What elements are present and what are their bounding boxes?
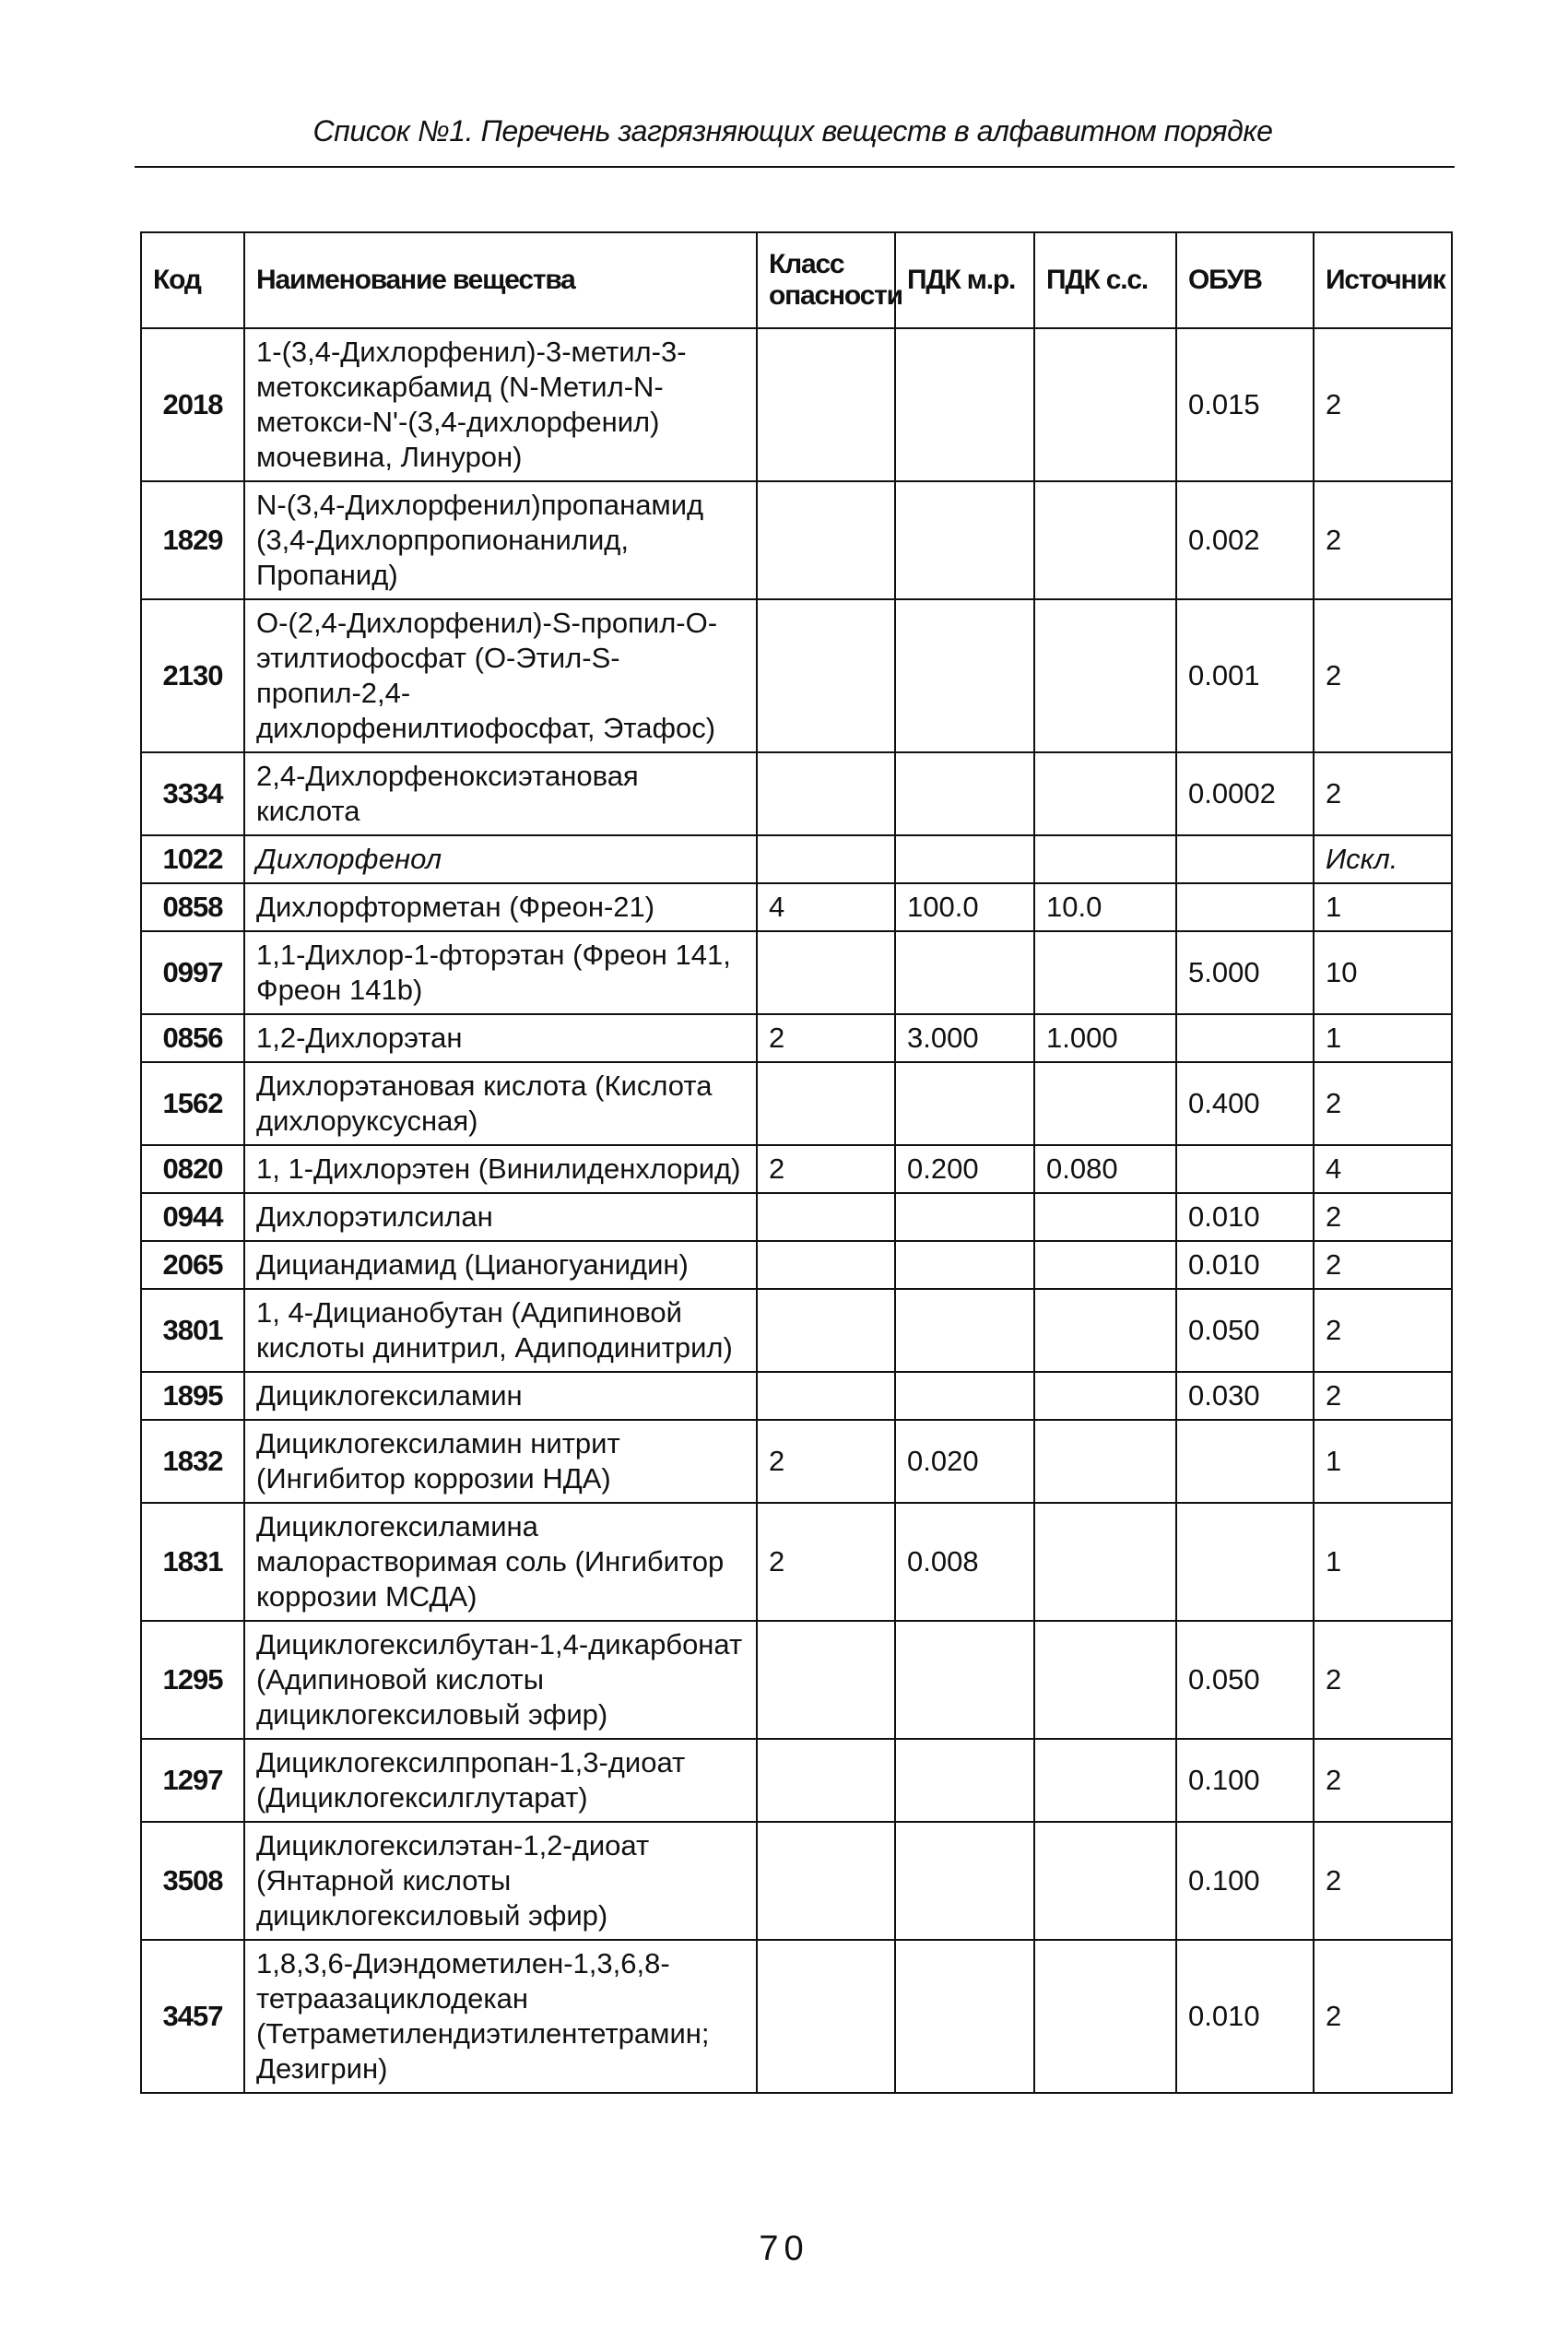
cell-pdk-mr (895, 599, 1034, 752)
cell-obuv: 0.100 (1176, 1739, 1314, 1822)
cell-hazard-class: 2 (757, 1503, 895, 1621)
cell-hazard-class (757, 1621, 895, 1739)
cell-pdk-mr (895, 1289, 1034, 1372)
table-row (141, 752, 1452, 835)
table-row (141, 931, 1452, 1014)
table-row (141, 883, 1452, 931)
cell-pdk-mr (895, 481, 1034, 599)
cell-pdk-ss: 1.000 (1034, 1014, 1176, 1062)
cell-pdk-ss (1034, 1289, 1176, 1372)
cell-pdk-mr: 0.020 (895, 1420, 1034, 1503)
cell-source: 2 (1314, 1241, 1452, 1289)
cell-pdk-ss (1034, 1372, 1176, 1420)
cell-code: 2018 (141, 328, 244, 481)
cell-pdk-ss (1034, 328, 1176, 481)
cell-source: 2 (1314, 1940, 1452, 2093)
cell-pdk-mr (895, 1241, 1034, 1289)
cell-name: Дихлорфторметан (Фреон-21) (244, 883, 757, 931)
cell-source: 2 (1314, 1822, 1452, 1940)
cell-pdk-ss (1034, 1420, 1176, 1503)
table-row (141, 1289, 1452, 1372)
table-row (141, 481, 1452, 599)
cell-source: 4 (1314, 1145, 1452, 1193)
cell-hazard-class (757, 1241, 895, 1289)
col-header-hazard: Класс опасности (757, 232, 895, 328)
cell-name: 1, 4-Дицианобутан (Адипиновой кислоты динитрил, Адиподинитрил) (244, 1289, 757, 1372)
cell-name: 1-(3,4-Дихлорфенил)-3-метил-3-метоксикарбамид (N-Метил-N-метокси-N'-(3,4-дихлорфенил) мочевина, Линурон) (244, 328, 757, 481)
cell-pdk-ss (1034, 1621, 1176, 1739)
cell-source: 2 (1314, 481, 1452, 599)
cell-hazard-class (757, 1739, 895, 1822)
page-header: Список №1. Перечень загрязняющих веществ в алфавитном порядке (312, 114, 1273, 148)
table-row (141, 1940, 1452, 2093)
cell-obuv: 5.000 (1176, 931, 1314, 1014)
cell-obuv (1176, 1014, 1314, 1062)
cell-pdk-mr (895, 1062, 1034, 1145)
table-row (141, 835, 1452, 883)
table-row (141, 328, 1452, 481)
cell-code: 1022 (141, 835, 244, 883)
cell-pdk-ss (1034, 481, 1176, 599)
cell-pdk-ss (1034, 1739, 1176, 1822)
cell-pdk-ss (1034, 1822, 1176, 1940)
table-row (141, 1241, 1452, 1289)
table-row (141, 1372, 1452, 1420)
cell-code: 1831 (141, 1503, 244, 1621)
table-row (141, 1503, 1452, 1621)
cell-hazard-class (757, 835, 895, 883)
cell-pdk-mr (895, 1739, 1034, 1822)
cell-pdk-mr (895, 752, 1034, 835)
cell-name: Дихлорфенол (244, 835, 757, 883)
cell-pdk-ss (1034, 1503, 1176, 1621)
header-rule (135, 166, 1455, 168)
cell-code: 1829 (141, 481, 244, 599)
cell-name: Дициклогексиламин (244, 1372, 757, 1420)
cell-source: 1 (1314, 883, 1452, 931)
cell-name: Дициклогексилпропан-1,3-диоат (Дициклогексилглутарат) (244, 1739, 757, 1822)
table-row (141, 1145, 1452, 1193)
cell-name: 2,4-Дихлорфеноксиэтановая кислота (244, 752, 757, 835)
cell-obuv (1176, 835, 1314, 883)
col-header-pdk-mr: ПДК м.р. (895, 232, 1034, 328)
cell-obuv: 0.100 (1176, 1822, 1314, 1940)
cell-obuv: 0.001 (1176, 599, 1314, 752)
cell-source: 1 (1314, 1503, 1452, 1621)
cell-pdk-ss (1034, 1241, 1176, 1289)
substances-table (140, 231, 1453, 2094)
cell-obuv: 0.002 (1176, 481, 1314, 599)
col-header-pdk-ss: ПДК с.с. (1034, 232, 1176, 328)
cell-hazard-class (757, 752, 895, 835)
cell-source: 2 (1314, 1739, 1452, 1822)
cell-obuv (1176, 883, 1314, 931)
cell-name: Дициклогексиламина малорастворимая соль (Ингибитор коррозии МСДА) (244, 1503, 757, 1621)
cell-hazard-class: 2 (757, 1145, 895, 1193)
cell-name: Дихлорэтановая кислота (Кислота дихлоруксусная) (244, 1062, 757, 1145)
table-row (141, 1621, 1452, 1739)
cell-code: 2130 (141, 599, 244, 752)
cell-pdk-mr (895, 1822, 1034, 1940)
cell-obuv: 0.0002 (1176, 752, 1314, 835)
cell-name: Дихлорэтилсилан (244, 1193, 757, 1241)
cell-source: 2 (1314, 752, 1452, 835)
cell-pdk-ss: 0.080 (1034, 1145, 1176, 1193)
cell-obuv: 0.050 (1176, 1289, 1314, 1372)
cell-pdk-mr (895, 835, 1034, 883)
cell-hazard-class (757, 481, 895, 599)
cell-obuv: 0.400 (1176, 1062, 1314, 1145)
cell-pdk-ss (1034, 599, 1176, 752)
cell-obuv (1176, 1420, 1314, 1503)
cell-hazard-class (757, 1822, 895, 1940)
cell-obuv (1176, 1503, 1314, 1621)
cell-code: 1562 (141, 1062, 244, 1145)
cell-code: 1895 (141, 1372, 244, 1420)
cell-obuv: 0.050 (1176, 1621, 1314, 1739)
cell-name: 1,8,3,6-Диэндометилен-1,3,6,8-тетраазациклодекан (Тетраметилендиэтилентетрамин; Дезигрин) (244, 1940, 757, 2093)
table-row (141, 1014, 1452, 1062)
cell-source: 1 (1314, 1420, 1452, 1503)
cell-pdk-ss (1034, 752, 1176, 835)
cell-name: Дициклогексилбутан-1,4-дикарбонат (Адипиновой кислоты дициклогексиловый эфир) (244, 1621, 757, 1739)
cell-pdk-mr (895, 328, 1034, 481)
cell-hazard-class (757, 1289, 895, 1372)
cell-code: 1297 (141, 1739, 244, 1822)
cell-hazard-class (757, 328, 895, 481)
table-row (141, 1193, 1452, 1241)
cell-code: 0997 (141, 931, 244, 1014)
cell-obuv (1176, 1145, 1314, 1193)
cell-pdk-ss (1034, 835, 1176, 883)
cell-code: 3508 (141, 1822, 244, 1940)
cell-hazard-class: 2 (757, 1420, 895, 1503)
cell-code: 3334 (141, 752, 244, 835)
table-row (141, 1822, 1452, 1940)
cell-code: 1295 (141, 1621, 244, 1739)
col-header-obuv: ОБУВ (1176, 232, 1314, 328)
cell-name: O-(2,4-Дихлорфенил)-S-пропил-O-этилтиофосфат (O-Этил-S-пропил-2,4-дихлорфенилтиофосфат, Этафос) (244, 599, 757, 752)
cell-name: Дициандиамид (Цианогуанидин) (244, 1241, 757, 1289)
cell-pdk-mr (895, 1940, 1034, 2093)
cell-pdk-mr: 0.008 (895, 1503, 1034, 1621)
cell-source: 2 (1314, 1289, 1452, 1372)
cell-source: 10 (1314, 931, 1452, 1014)
cell-code: 0944 (141, 1193, 244, 1241)
cell-source: 2 (1314, 1621, 1452, 1739)
cell-pdk-mr (895, 1193, 1034, 1241)
cell-code: 0856 (141, 1014, 244, 1062)
table-row (141, 1420, 1452, 1503)
cell-source: Искл. (1314, 835, 1452, 883)
col-header-source: Источник (1314, 232, 1452, 328)
cell-pdk-ss (1034, 1062, 1176, 1145)
cell-name: N-(3,4-Дихлорфенил)пропанамид (3,4-Дихлорпропионанилид, Пропанид) (244, 481, 757, 599)
cell-source: 2 (1314, 1062, 1452, 1145)
cell-pdk-mr: 3.000 (895, 1014, 1034, 1062)
cell-hazard-class (757, 1062, 895, 1145)
cell-pdk-mr (895, 931, 1034, 1014)
cell-source: 1 (1314, 1014, 1452, 1062)
cell-obuv: 0.015 (1176, 328, 1314, 481)
cell-obuv: 0.030 (1176, 1372, 1314, 1420)
cell-name: Дициклогексилэтан-1,2-диоат (Янтарной кислоты дициклогексиловый эфир) (244, 1822, 757, 1940)
cell-hazard-class: 2 (757, 1014, 895, 1062)
cell-pdk-mr: 100.0 (895, 883, 1034, 931)
cell-source: 2 (1314, 1372, 1452, 1420)
cell-code: 2065 (141, 1241, 244, 1289)
cell-code: 1832 (141, 1420, 244, 1503)
table-row (141, 1062, 1452, 1145)
cell-obuv: 0.010 (1176, 1940, 1314, 2093)
cell-hazard-class (757, 931, 895, 1014)
cell-pdk-ss (1034, 931, 1176, 1014)
cell-pdk-ss (1034, 1193, 1176, 1241)
cell-name: 1, 1-Дихлорэтен (Винилиденхлорид) (244, 1145, 757, 1193)
page-number: 70 (759, 2229, 809, 2268)
cell-source: 2 (1314, 328, 1452, 481)
col-header-name: Наименование вещества (244, 232, 757, 328)
cell-hazard-class (757, 1372, 895, 1420)
cell-obuv: 0.010 (1176, 1241, 1314, 1289)
cell-pdk-mr: 0.200 (895, 1145, 1034, 1193)
cell-name: 1,1-Дихлор-1-фторэтан (Фреон 141, Фреон 141b) (244, 931, 757, 1014)
cell-name: Дициклогексиламин нитрит (Ингибитор коррозии НДА) (244, 1420, 757, 1503)
cell-source: 2 (1314, 599, 1452, 752)
cell-hazard-class: 4 (757, 883, 895, 931)
table-header-row (141, 232, 1452, 328)
cell-name: 1,2-Дихлорэтан (244, 1014, 757, 1062)
cell-pdk-ss (1034, 1940, 1176, 2093)
cell-source: 2 (1314, 1193, 1452, 1241)
cell-pdk-ss: 10.0 (1034, 883, 1176, 931)
cell-code: 3457 (141, 1940, 244, 2093)
cell-code: 3801 (141, 1289, 244, 1372)
cell-pdk-mr (895, 1372, 1034, 1420)
cell-code: 0820 (141, 1145, 244, 1193)
cell-hazard-class (757, 599, 895, 752)
table-row (141, 599, 1452, 752)
cell-hazard-class (757, 1940, 895, 2093)
cell-pdk-mr (895, 1621, 1034, 1739)
table-row (141, 1739, 1452, 1822)
col-header-code: Код (141, 232, 244, 328)
cell-obuv: 0.010 (1176, 1193, 1314, 1241)
cell-hazard-class (757, 1193, 895, 1241)
cell-code: 0858 (141, 883, 244, 931)
